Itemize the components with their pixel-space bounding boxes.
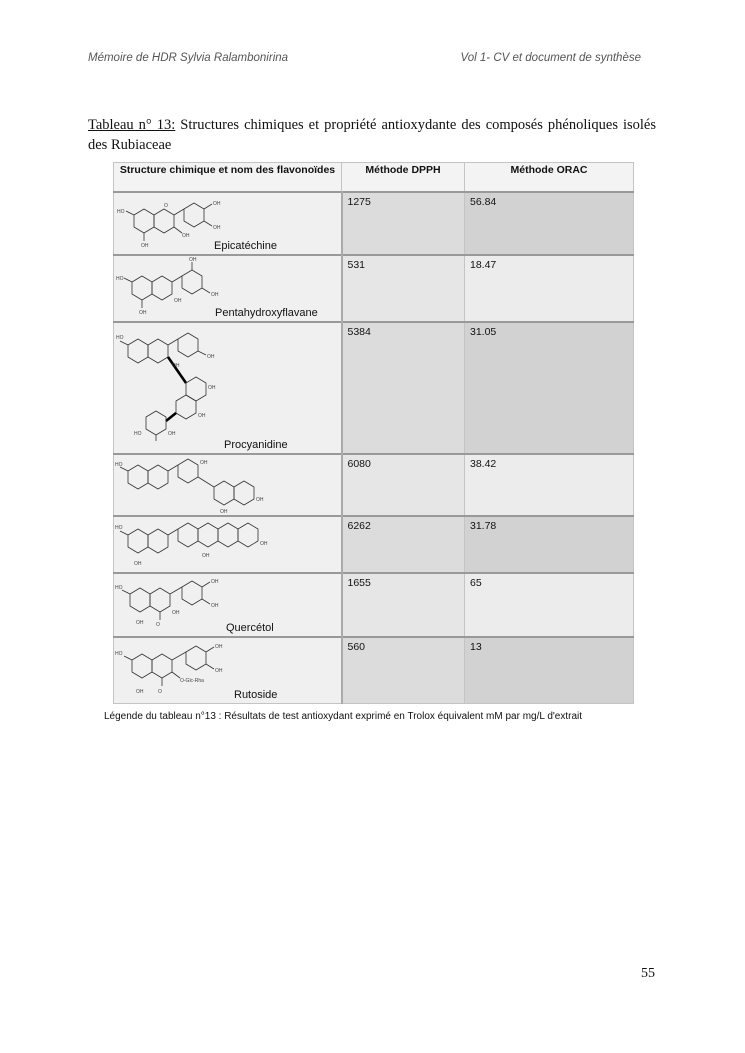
svg-text:HO: HO	[115, 651, 123, 657]
flavan-trimer-structure-image	[114, 517, 342, 574]
svg-text:OH: OH	[260, 541, 268, 547]
svg-text:OH: OH	[200, 460, 208, 466]
svg-text:O: O	[164, 203, 168, 209]
rutoside-structure-image	[114, 638, 342, 704]
svg-text:HO: HO	[115, 585, 123, 591]
structure-cell	[114, 322, 342, 454]
svg-text:OH: OH	[256, 497, 264, 503]
dpph-value: 1655	[342, 573, 465, 637]
svg-text:OH: OH	[174, 298, 182, 304]
table-row	[114, 637, 634, 703]
structure-cell	[114, 637, 342, 703]
svg-text:OH: OH	[220, 509, 228, 515]
orac-value: 65	[465, 573, 634, 637]
orac-value: 18.47	[465, 255, 634, 322]
structure-cell	[114, 192, 342, 255]
svg-text:OH: OH	[168, 431, 176, 437]
svg-text:O: O	[156, 622, 160, 628]
table-row	[114, 255, 634, 322]
compound-name: Pentahydroxyflavane	[215, 307, 318, 319]
svg-text:HO: HO	[115, 525, 123, 531]
table-header-row	[114, 163, 634, 193]
svg-text:OH: OH	[207, 354, 215, 360]
dpph-value: 560	[342, 637, 465, 703]
compound-name: Procyanidine	[224, 439, 288, 451]
svg-text:OH: OH	[134, 561, 142, 567]
column-header-structure: Structure chimique et nom des flavonoïdes	[114, 163, 342, 193]
orac-value: 13	[465, 637, 634, 703]
caption-text: Structures chimiques et propriété antioxydante des composés phénoliques isolés des Rubiaceae	[88, 117, 656, 153]
compounds-table	[113, 162, 634, 704]
svg-text:OH: OH	[189, 257, 197, 263]
svg-text:OH: OH	[202, 553, 210, 559]
table-row	[114, 573, 634, 637]
svg-text:OH: OH	[198, 413, 206, 419]
svg-text:OH: OH	[215, 644, 223, 650]
table-row	[114, 454, 634, 516]
page-header	[88, 52, 641, 68]
caption-label: Tableau n° 13:	[88, 117, 176, 133]
svg-text:OH: OH	[208, 385, 216, 391]
svg-text:OH: OH	[139, 310, 147, 316]
dpph-value: 531	[342, 255, 465, 322]
table-legend: Légende du tableau n°13 : Résultats de test antioxydant exprimé en Trolox équivalent mM par mg/L d'extrait	[104, 711, 583, 722]
structure-cell	[114, 516, 342, 573]
svg-text:O-Glc-Rha: O-Glc-Rha	[180, 678, 204, 684]
svg-text:HO: HO	[115, 462, 123, 468]
svg-text:OH: OH	[136, 689, 144, 695]
structure-cell	[114, 573, 342, 637]
dpph-value: 5384	[342, 322, 465, 454]
dpph-value: 6080	[342, 454, 465, 516]
svg-text:O: O	[158, 689, 162, 695]
header-author: Mémoire de HDR Sylvia Ralambonirina	[88, 52, 289, 64]
procyanidin-structure-image	[114, 323, 342, 455]
svg-text:HO: HO	[134, 431, 142, 437]
svg-text:OH: OH	[211, 579, 219, 585]
column-header-orac: Méthode ORAC	[465, 163, 634, 193]
structure-cell	[114, 255, 342, 322]
table-row	[114, 192, 634, 255]
dpph-value: 6262	[342, 516, 465, 573]
structure-cell	[114, 454, 342, 516]
compound-name: Rutoside	[234, 688, 278, 701]
table-row	[114, 516, 634, 573]
svg-text:HO: HO	[117, 209, 125, 215]
column-header-dpph: Méthode DPPH	[342, 163, 465, 193]
compound-name: Epicatéchine	[214, 240, 277, 252]
svg-text:OH: OH	[213, 201, 221, 207]
svg-text:OH: OH	[215, 668, 223, 674]
dpph-value: 1275	[342, 192, 465, 255]
orac-value: 31.05	[465, 322, 634, 454]
orac-value: 38.42	[465, 454, 634, 516]
svg-text:OH: OH	[172, 363, 180, 369]
orac-value: 56.84	[465, 192, 634, 255]
compound-name: Quercétol	[226, 622, 274, 634]
table-row	[114, 322, 634, 454]
svg-text:OH: OH	[213, 225, 221, 231]
header-volume: Vol 1- CV et document de synthèse	[460, 52, 641, 64]
flavan-dimer-structure-image	[114, 455, 342, 517]
svg-text:OH: OH	[172, 610, 180, 616]
svg-text:OH: OH	[136, 620, 144, 626]
page-number: 55	[641, 966, 655, 981]
svg-text:OH: OH	[141, 243, 149, 249]
svg-text:HO: HO	[116, 276, 124, 282]
svg-text:OH: OH	[211, 603, 219, 609]
svg-text:OH: OH	[182, 233, 190, 239]
table-caption	[88, 115, 656, 155]
svg-text:HO: HO	[116, 335, 124, 341]
orac-value: 31.78	[465, 516, 634, 573]
svg-text:OH: OH	[211, 292, 219, 298]
